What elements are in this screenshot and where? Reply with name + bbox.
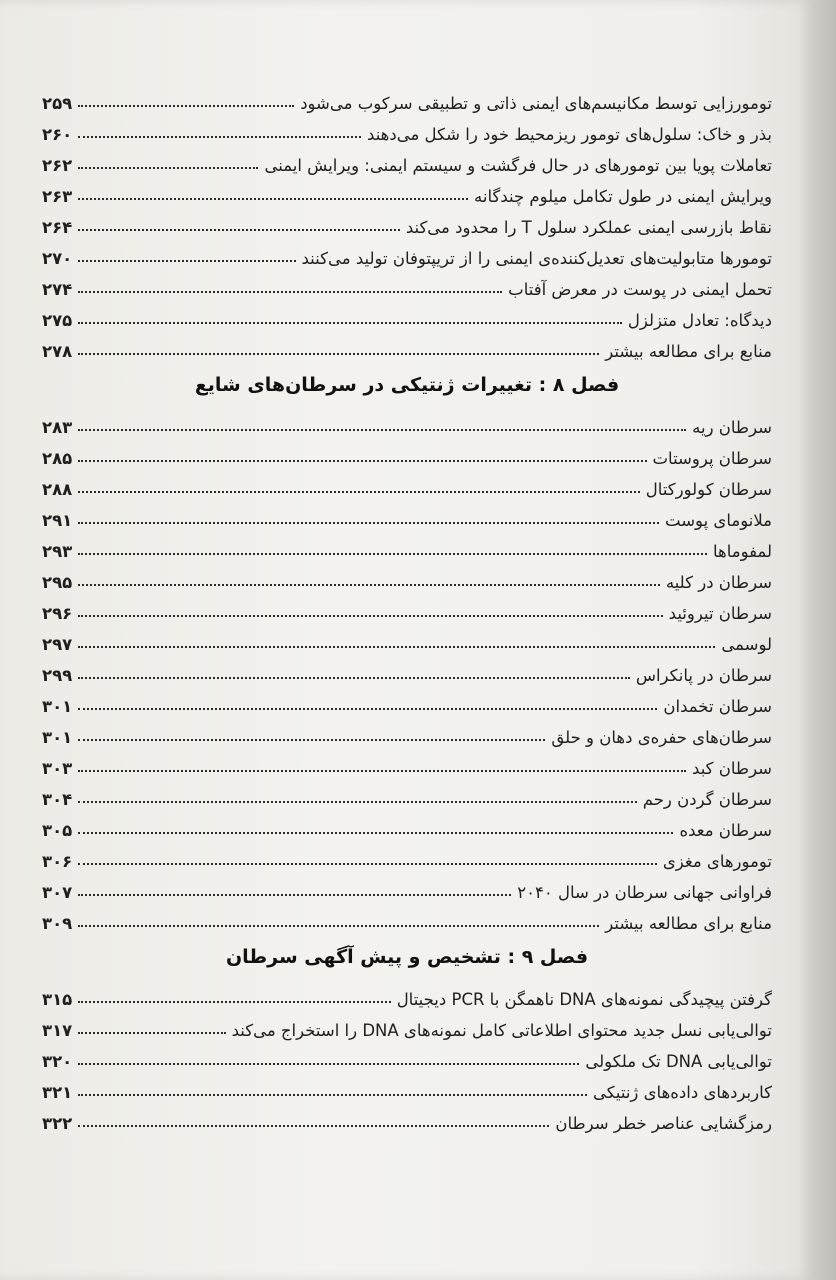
dot-leader	[78, 260, 296, 262]
toc-entry-title: ملانومای پوست	[665, 511, 772, 530]
dot-leader	[78, 1032, 226, 1034]
dot-leader	[78, 491, 640, 493]
chapter-9-heading: فصل ۹ : تشخیص و پیش آگهی سرطان	[225, 946, 589, 968]
toc-entry	[42, 1040, 772, 1071]
toc-entry	[42, 499, 772, 530]
toc-entry	[42, 1102, 772, 1133]
dot-leader	[78, 136, 361, 138]
toc-entry	[42, 437, 772, 468]
toc-entry-page-number: ۲۸۸	[42, 480, 73, 499]
toc-entry-title: سرطان ریه	[692, 418, 772, 437]
toc-entry-page-number: ۳۰۶	[42, 852, 73, 871]
dot-leader	[78, 522, 659, 524]
toc-entry	[42, 144, 772, 175]
toc-entry-title: سرطان در پانکراس	[635, 666, 772, 685]
toc-entry-page-number: ۳۱۵	[42, 990, 73, 1009]
toc-entry-page-number: ۲۶۳	[42, 187, 73, 206]
chapter-9-entries	[42, 978, 772, 1133]
dot-leader	[78, 1125, 549, 1127]
dot-leader	[78, 1094, 587, 1096]
toc-entry-page-number: ۲۷۸	[42, 342, 73, 361]
toc-entry-title: سرطان تیروئید	[668, 604, 772, 623]
toc-entry-page-number: ۳۰۵	[42, 821, 73, 840]
toc-entry-title: کاربردهای داده‌های ژنتیکی	[593, 1083, 772, 1102]
toc-entry-title: سرطان معده	[679, 821, 772, 840]
toc-entry-page-number: ۲۹۹	[42, 666, 73, 685]
toc-entry-page-number: ۲۹۱	[42, 511, 73, 530]
dot-leader	[78, 105, 294, 107]
toc-entry-title: سرطان‌های حفره‌ی دهان و حلق	[551, 728, 772, 747]
toc-entry	[42, 530, 772, 561]
toc-entry-page-number: ۲۹۷	[42, 635, 73, 654]
toc-entry	[42, 206, 772, 237]
dot-leader	[78, 677, 630, 679]
toc-entry-page-number: ۳۱۷	[42, 1021, 73, 1040]
dot-leader	[78, 646, 715, 648]
chapter-8-entries	[42, 406, 772, 933]
toc-entry	[42, 268, 772, 299]
chapter-8-heading: فصل ۸ : تغییرات ژنتیکی در سرطان‌های شایع	[194, 374, 620, 396]
toc-entry	[42, 778, 772, 809]
toc-entry-title: سرطان کولورکتال	[645, 480, 772, 499]
dot-leader	[78, 584, 660, 586]
toc-entry	[42, 809, 772, 840]
toc-entry-page-number: ۳۰۷	[42, 883, 73, 902]
toc-entry	[42, 175, 772, 206]
toc-entry-page-number: ۳۰۳	[42, 759, 73, 778]
toc-entry-title: منابع برای مطالعه بیشتر	[605, 914, 772, 933]
dot-leader	[78, 167, 258, 169]
toc-entry-page-number: ۳۰۴	[42, 790, 73, 809]
toc-entry-page-number: ۲۸۵	[42, 449, 73, 468]
toc-entry-title: منابع برای مطالعه بیشتر	[605, 342, 772, 361]
dot-leader	[78, 198, 468, 200]
dot-leader	[78, 925, 599, 927]
dot-leader	[78, 1063, 579, 1065]
toc-entry	[42, 113, 772, 144]
dot-leader	[78, 429, 686, 431]
toc-entry-title: دیدگاه: تعادل متزلزل	[627, 311, 772, 330]
toc-entry-page-number: ۲۷۰	[42, 249, 73, 268]
toc-entry-title: ویرایش ایمنی در طول تکامل میلوم چندگانه	[474, 187, 772, 206]
dot-leader	[78, 894, 511, 896]
toc-entry-page-number: ۳۰۱	[42, 728, 73, 747]
toc-entry-title: نقاط بازرسی ایمنی عملکرد سلول T را محدود می‌کند	[405, 218, 772, 237]
toc-entry	[42, 978, 772, 1009]
toc-entry-page-number: ۲۹۳	[42, 542, 73, 561]
toc-entry-title: تومورزایی توسط مکانیسم‌های ایمنی ذاتی و تطبیقی سرکوب می‌شود	[300, 94, 772, 113]
dot-leader	[78, 291, 502, 293]
toc-entry-page-number: ۲۷۴	[42, 280, 73, 299]
toc-entry-title: رمزگشایی عناصر خطر سرطان	[555, 1114, 772, 1133]
toc-entry	[42, 406, 772, 437]
dot-leader	[78, 832, 673, 834]
toc-entry-page-number: ۳۰۹	[42, 914, 73, 933]
toc-entry-page-number: ۳۲۲	[42, 1114, 73, 1133]
toc-entry-title: سرطان پروستات	[652, 449, 772, 468]
toc-entry-page-number: ۲۸۳	[42, 418, 73, 437]
toc-entry	[42, 654, 772, 685]
toc-entry-page-number: ۲۶۰	[42, 125, 73, 144]
toc-entry	[42, 685, 772, 716]
toc-entry-page-number: ۲۷۵	[42, 311, 73, 330]
toc-entry	[42, 82, 772, 113]
toc-entry	[42, 747, 772, 778]
toc-entry	[42, 237, 772, 268]
dot-leader	[78, 615, 663, 617]
toc-entry-page-number: ۳۰۱	[42, 697, 73, 716]
dot-leader	[78, 708, 657, 710]
dot-leader	[78, 739, 545, 741]
toc-entry	[42, 561, 772, 592]
dot-leader	[78, 1001, 391, 1003]
toc-entry	[42, 1071, 772, 1102]
dot-leader	[78, 460, 647, 462]
toc-entry-title: سرطان کبد	[692, 759, 772, 778]
toc-entry-page-number: ۳۲۱	[42, 1083, 73, 1102]
dot-leader	[78, 770, 686, 772]
toc-entry-page-number: ۲۵۹	[42, 94, 73, 113]
toc-entry	[42, 330, 772, 361]
toc-entry-title: لمفوماها	[712, 542, 772, 561]
toc-entry	[42, 1009, 772, 1040]
toc-entry-title: سرطان تخمدان	[663, 697, 772, 716]
toc-entry-title: توالی‌یابی DNA تک ملکولی	[585, 1052, 772, 1071]
toc-entry-title: فراوانی جهانی سرطان در سال ۲۰۴۰	[517, 883, 772, 902]
dot-leader	[78, 863, 657, 865]
toc-entry	[42, 902, 772, 933]
toc-entry-title: بذر و خاک: سلول‌های تومور ریزمحیط خود را شکل می‌دهند	[367, 125, 772, 144]
toc-entry-title: توالی‌یابی نسل جدید محتوای اطلاعاتی کامل نمونه‌های DNA را استخراج می‌کند	[231, 1021, 772, 1040]
dot-leader	[78, 553, 707, 555]
dot-leader	[78, 322, 622, 324]
section-entries	[42, 82, 772, 361]
toc-entry-title: تومورها متابولیت‌های تعدیل‌کننده‌ی ایمنی را از تریپتوفان تولید می‌کنند	[301, 249, 772, 268]
toc-entry	[42, 623, 772, 654]
toc-entry-title: تومورهای مغزی	[662, 852, 772, 871]
toc-entry	[42, 592, 772, 623]
toc-entry-title: تحمل ایمنی در پوست در معرض آفتاب	[508, 280, 772, 299]
table-of-contents	[42, 82, 772, 1133]
toc-entry-page-number: ۳۲۰	[42, 1052, 73, 1071]
toc-entry-page-number: ۲۶۴	[42, 218, 73, 237]
toc-entry-title: سرطان در کلیه	[665, 573, 772, 592]
dot-leader	[78, 801, 637, 803]
toc-entry	[42, 299, 772, 330]
toc-entry-title: تعاملات پویا بین تومورهای در حال فرگشت و سیستم ایمنی: ویرایش ایمنی	[264, 156, 772, 175]
dot-leader	[78, 353, 599, 355]
page-edge	[812, 0, 836, 1280]
toc-entry-page-number: ۲۹۶	[42, 604, 73, 623]
dot-leader	[78, 229, 400, 231]
toc-entry-page-number: ۲۶۲	[42, 156, 73, 175]
toc-entry	[42, 468, 772, 499]
toc-entry	[42, 716, 772, 747]
toc-entry-title: لوسمی	[721, 635, 772, 654]
toc-entry-page-number: ۲۹۵	[42, 573, 73, 592]
toc-entry	[42, 840, 772, 871]
toc-entry-title: سرطان گردن رحم	[642, 790, 772, 809]
toc-entry-title: گرفتن پیچیدگی نمونه‌های DNA ناهمگن با PCR دیجیتال	[396, 990, 772, 1009]
toc-entry	[42, 871, 772, 902]
